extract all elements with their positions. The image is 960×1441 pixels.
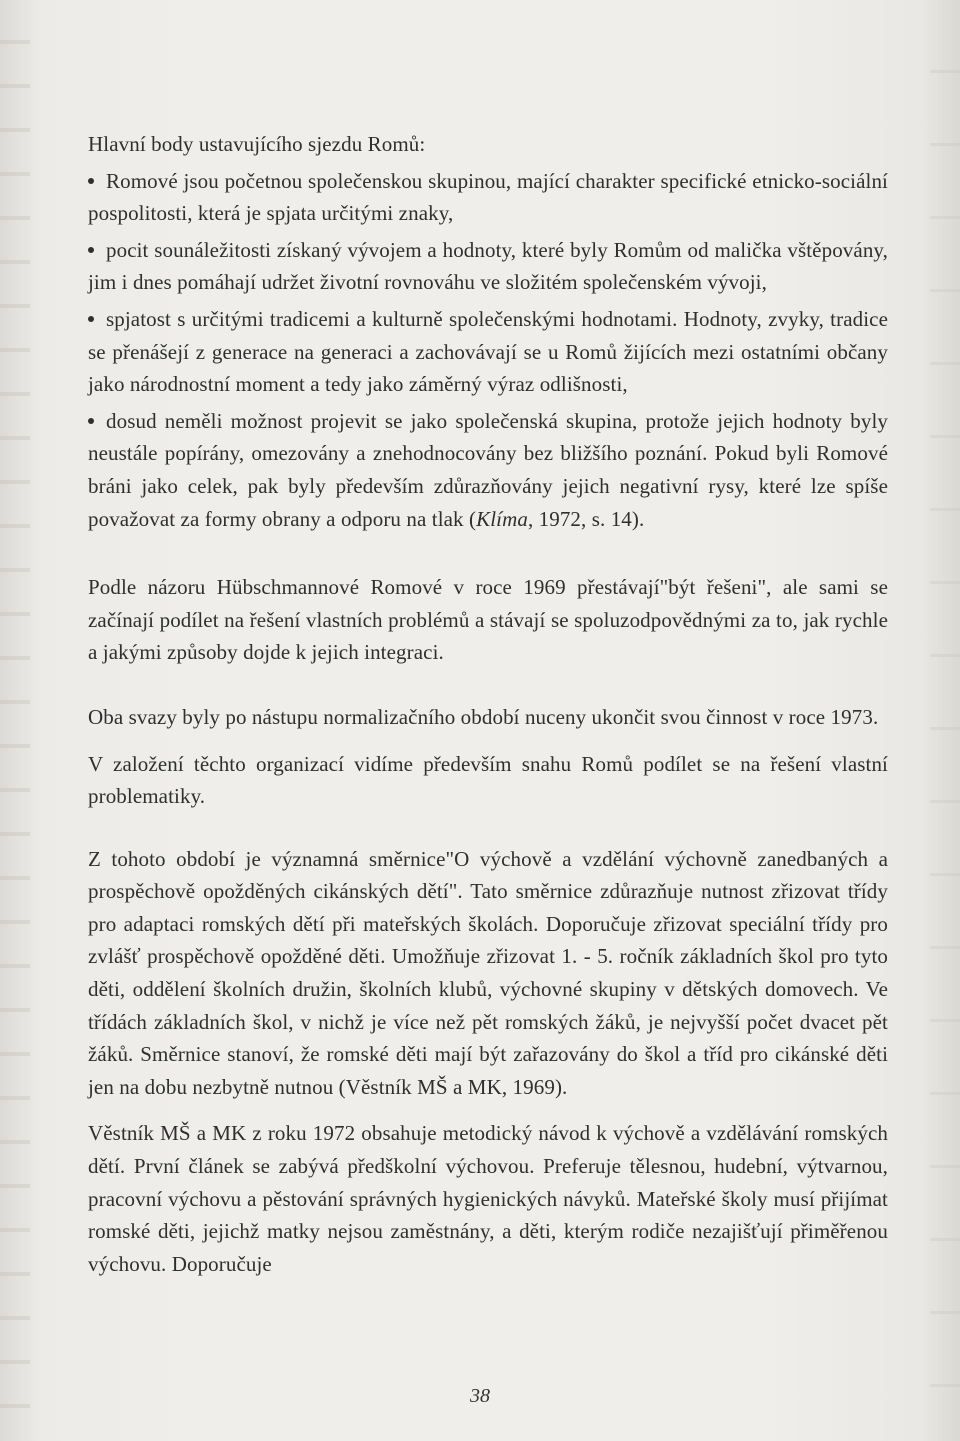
paragraph-organizace: V založení těchto organizací vidíme především snahu Romů podílet se na řešení vlastní problematiky.	[88, 751, 888, 809]
paragraph-smernice: Z tohoto období je významná směrnice"O výchově a vzdělání výchovně zanedbaných a prospěchově opožděných cikánských dětí". Tato směrnice zdůrazňuje nutnost zřizovat třídy pro adaptaci romských dětí při mateřských školách. Doporučuje zřizovat speciální třídy pro zvlášť prospěchově opožděné děti. Umožňuje zřizovat 1. - 5. ročník základních škol pro tyto děti, oddělení školních družin, školních klubů, výchovné skupiny v dětských domovech. Ve třídách základních škol, v nichž je více než pět romských žáků, je nejvyšší počet dvacet pět žáků. Směrnice stanoví, že romské děti mají být zařazovány do škol a tříd pro cikánské děti jen na dobu nezbytně nutnou (Věstník MŠ a MK, 1969).	[88, 846, 888, 1099]
scan-bleed-left	[0, 0, 30, 1441]
spacer	[88, 813, 888, 843]
spacer	[88, 539, 888, 571]
bullet-text: Romové jsou početnou společenskou skupinou, mající charakter specifické etnicko-sociální pospolitosti, která je spjata určitými znaky,	[88, 168, 888, 226]
bullet-text: pocit sounáležitosti získaný vývojem a hodnoty, které byly Romům od malička vštěpovány, jim i dnes pomáhají udržet životní rovnováhu ve složitém společenském vývoji,	[88, 237, 888, 295]
page-body	[88, 128, 888, 1280]
scan-bleed-right	[930, 0, 960, 1441]
bullet-text: spjatost s určitými tradicemi a kulturně společenskými hodnotami. Hodnoty, zvyky, tradice se přenášejí z generace na generaci a zachovávají se u Romů žijících mezi ostatními občany jako národnostní moment a tedy jako záměrný výraz odlišnosti,	[88, 306, 888, 397]
paragraph-hubschmannova: Podle názoru Hübschmannové Romové v roce 1969 přestávají"být řešeni", ale sami se začínají podílet na řešení vlastních problémů a stávají se spoluzodpovědnými za to, jak rychle a jakými způsoby dojde k jejich integraci.	[88, 575, 888, 665]
bullet-text: dosud neměli možnost projevit se jako společenská skupina, protože jejich hodnoty byly neustále popírány, omezovány a znehodnocovány bez bližšího poznání. Pokud byli Romové bráni jako celek, pak byly především zdůrazňovány jejich negativní rysy, které lze spíše považovat za formy obrany a odporu na tlak (	[88, 408, 888, 531]
paragraph-vestnik: Věstník MŠ a MK z roku 1972 obsahuje metodický návod k výchově a vzdělávání romských dětí. První článek se zabývá předškolní výchovou. Preferuje tělesnou, hudební, výtvarnou, pracovní výchovu a pěstování správných hygienických návyků. Mateřské školy musí přijímat romské děti, jejichž matky nejsou zaměstnány, a děti, kterým rodiče nezajišťují přiměřenou výchovu. Doporučuje	[88, 1121, 888, 1276]
spacer	[88, 1103, 888, 1117]
bullet-item	[88, 303, 888, 401]
spacer	[88, 734, 888, 748]
bullet-item	[88, 165, 888, 230]
bullet-icon	[88, 418, 94, 424]
paragraph-svazy: Oba svazy byly po nástupu normalizačního období nuceny ukončit svou činnost v roce 1973.	[88, 704, 879, 729]
bullet-item	[88, 234, 888, 299]
spacer	[88, 669, 888, 701]
citation-author: Klíma	[476, 506, 528, 531]
bullet-list	[88, 165, 888, 536]
page-number: 38	[470, 1385, 490, 1407]
bullet-icon	[88, 316, 94, 322]
citation-tail: , 1972, s. 14).	[527, 506, 645, 531]
bullet-icon	[88, 178, 94, 184]
bullet-item	[88, 405, 888, 535]
section-heading: Hlavní body ustavujícího sjezdu Romů:	[88, 132, 426, 156]
bullet-icon	[88, 247, 94, 253]
